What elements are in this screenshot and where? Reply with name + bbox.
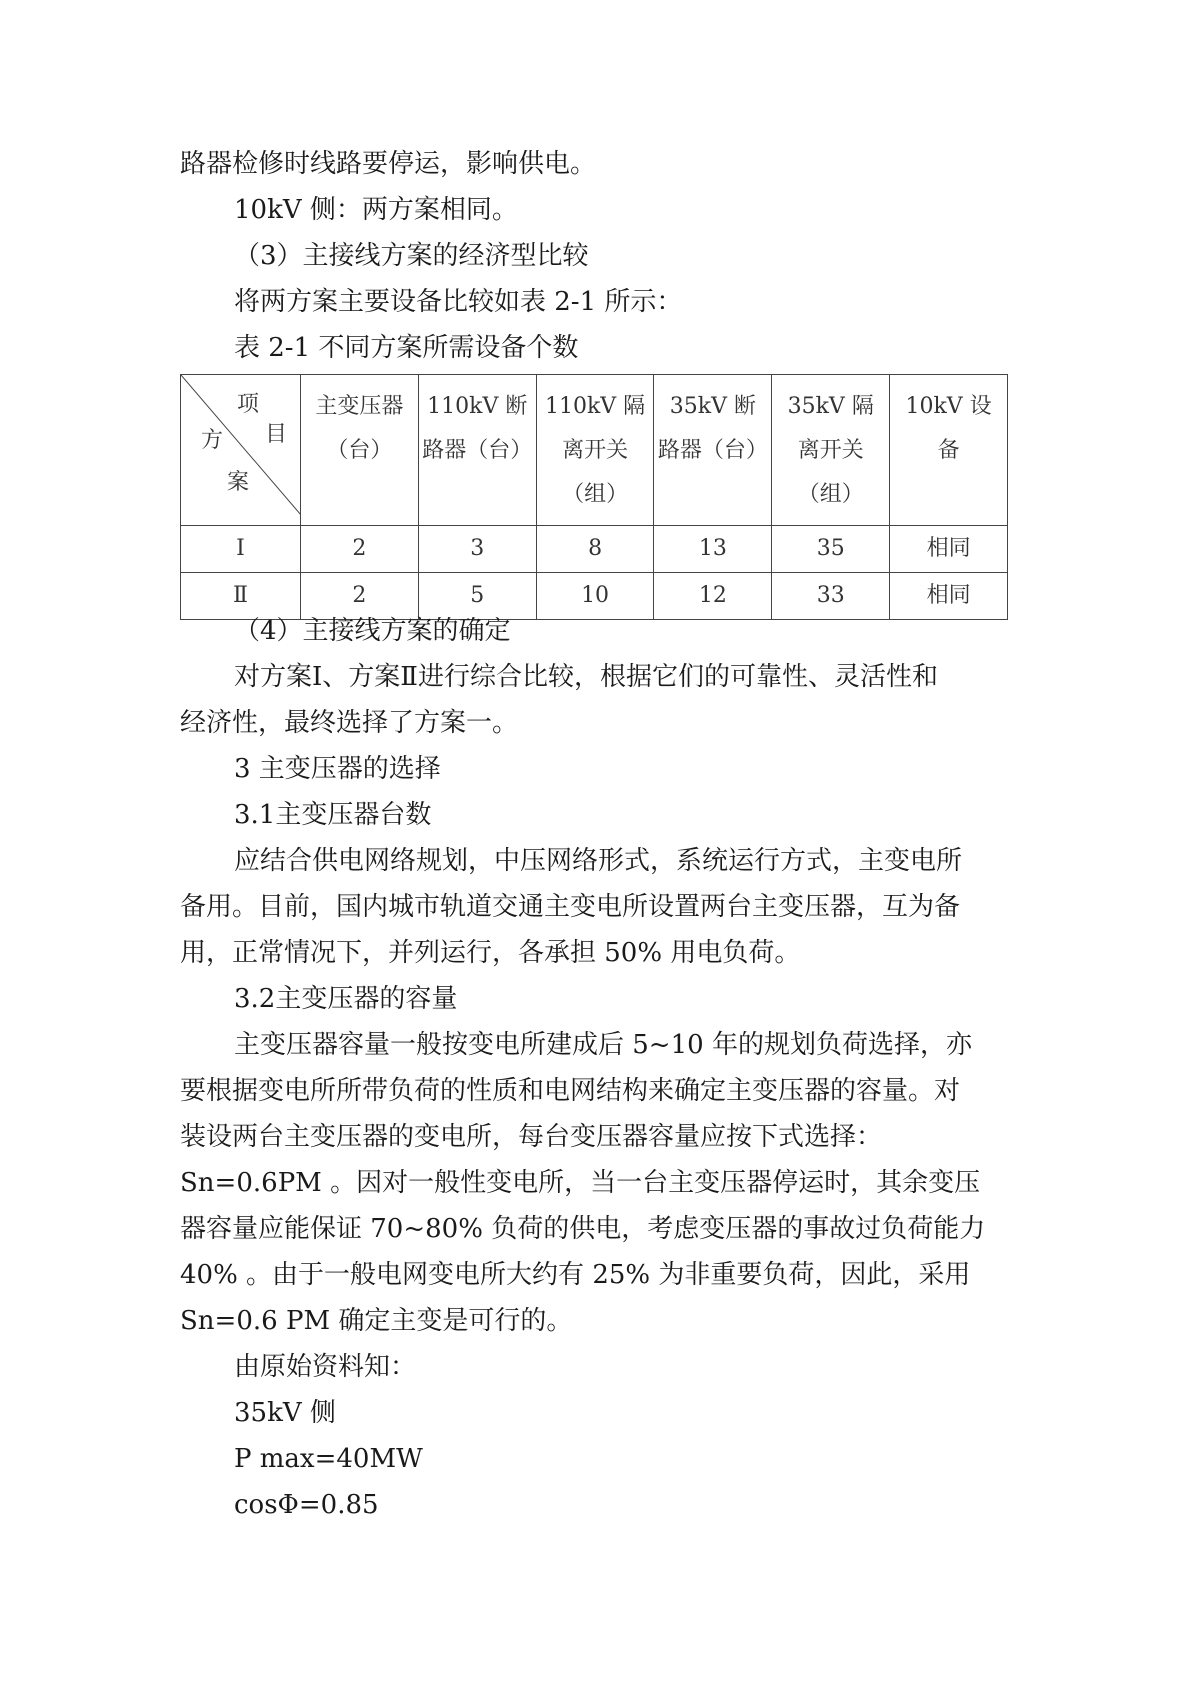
text-line: 路器检修时线路要停运，影响供电。 [180,149,597,179]
paragraph-line: 装设两台主变压器的变电所，每台变压器容量应按下式选择： [180,1122,883,1152]
paragraph-line: 经济性，最终选择了方案一。 [180,708,519,738]
table-cell: 10 [536,573,654,620]
paragraph-line: 主变压器容量一般按变电所建成后 5~10 年的规划负荷选择，亦 [234,1030,972,1060]
paragraph-line: 用，正常情况下，并列运行，各承担 50% 用电负荷。 [180,938,801,968]
header-cell: 110kV 断 路器（台） [418,375,536,526]
section-heading: 3.1主变压器台数 [234,800,432,830]
table-caption: 表 2-1 不同方案所需设备个数 [234,333,579,363]
table-cell: 13 [654,526,772,573]
equipment-comparison-table [180,374,1008,620]
table-header-row [181,375,1008,526]
paragraph-line: 要根据变电所所带负荷的性质和电网结构来确定主变压器的容量。对 [180,1076,961,1106]
corner-label-scheme: 方 [201,428,224,453]
header-cell: 110kV 隔 离开关 （组） [536,375,654,526]
table-cell: 12 [654,573,772,620]
text-line: 10kV 侧：两方案相同。 [234,195,518,225]
header-cell: 35kV 断 路器（台） [654,375,772,526]
subsection-heading: （4）主接线方案的确定 [234,616,511,646]
header-cell: 10kV 设 备 [890,375,1008,526]
header-cell: 35kV 隔 离开关 （组） [772,375,890,526]
formula-line: P max=40MW [234,1444,423,1474]
table-cell: Ⅰ [181,526,301,573]
table-cell: 相同 [890,573,1008,620]
header-cell: 主变压器 （台） [301,375,419,526]
table-row [181,526,1008,573]
corner-label-item: 项 [237,392,260,417]
section-heading: 3.2主变压器的容量 [234,984,458,1014]
corner-label-item: 目 [265,422,288,447]
table-cell: 8 [536,526,654,573]
table-corner-cell [181,375,301,526]
table-cell: 2 [301,573,419,620]
section-heading: 3 主变压器的选择 [234,754,441,784]
paragraph-line: 应结合供电网络规划，中压网络形式，系统运行方式，主变电所 [234,846,963,876]
paragraph-line: 40% 。由于一般电网变电所大约有 25% 为非重要负荷，因此，采用 [180,1260,971,1290]
paragraph-line: 对方案Ⅰ、方案Ⅱ进行综合比较，根据它们的可靠性、灵活性和 [234,662,938,692]
table-cell: 相同 [890,526,1008,573]
formula-line: cosΦ=0.85 [234,1490,379,1520]
table-cell: 2 [301,526,419,573]
paragraph-line: 由原始资料知： [234,1352,417,1382]
table-cell: 35 [772,526,890,573]
paragraph-line: 器容量应能保证 70~80% 负荷的供电，考虑变压器的事故过负荷能力 [180,1214,986,1244]
paragraph-line: 备用。目前，国内城市轨道交通主变电所设置两台主变压器，互为备 [180,892,961,922]
paragraph-line: Sn=0.6PM 。因对一般性变电所，当一台主变压器停运时，其余变压 [180,1168,981,1198]
paragraph-line: Sn=0.6 PM 确定主变是可行的。 [180,1306,573,1336]
paragraph-line: 35kV 侧 [234,1398,336,1428]
table-cell: 5 [418,573,536,620]
table-cell: 33 [772,573,890,620]
table-cell: Ⅱ [181,573,301,620]
table-cell: 3 [418,526,536,573]
text-line: 将两方案主要设备比较如表 2-1 所示： [234,287,683,317]
corner-label-scheme: 案 [227,470,250,495]
text-line: （3）主接线方案的经济型比较 [234,241,589,271]
